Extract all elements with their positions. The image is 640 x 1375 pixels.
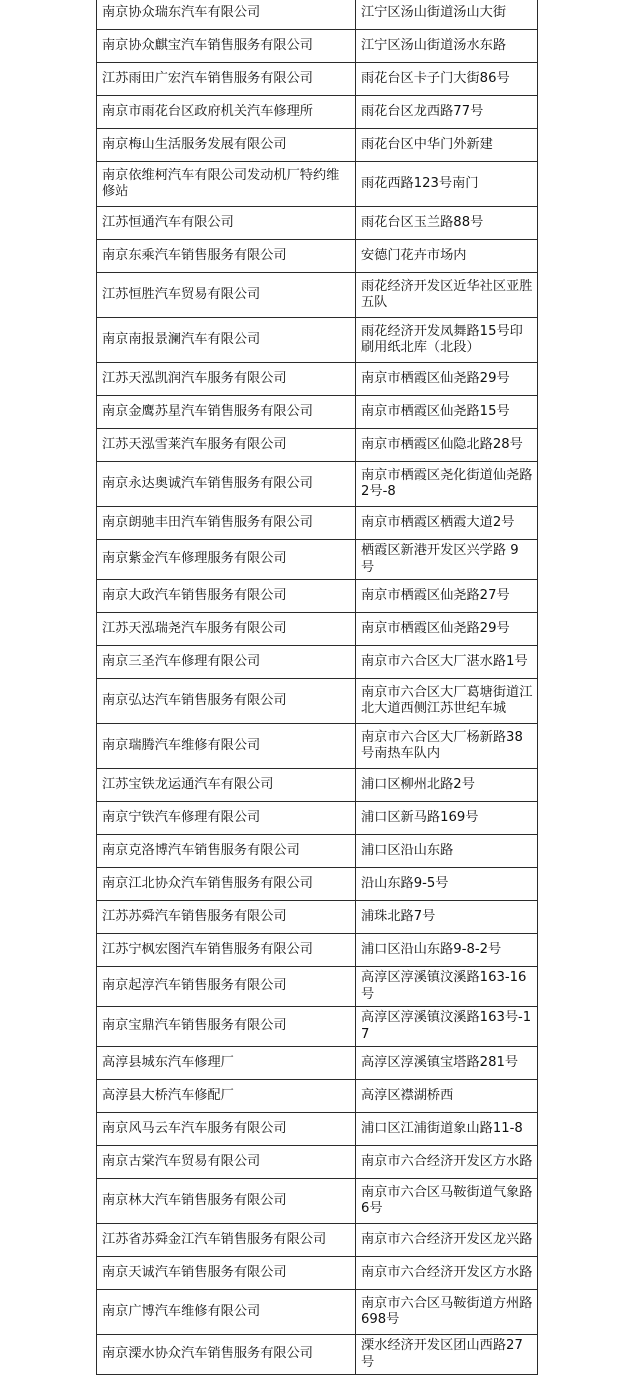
company-name-cell: 南京风马云车汽车服务有限公司 [97,1113,356,1146]
address-cell: 江宁区汤山街道汤水东路 [356,30,538,63]
table-row [97,507,538,540]
table-row [97,868,538,901]
address-cell: 南京市六合区大厂湛水路1号 [356,646,538,679]
table-row [97,363,538,396]
table-row [97,1146,538,1179]
address-cell: 南京市六合区马鞍街道方州路698号 [356,1290,538,1335]
address-cell: 雨花经济开发凤舞路15号印刷用纸北库（北段） [356,318,538,363]
table-row [97,724,538,769]
table-row [97,802,538,835]
address-cell: 雨花台区中华门外新建 [356,129,538,162]
address-cell: 栖霞区新港开发区兴学路 9 号 [356,540,538,580]
company-name-cell: 南京江北协众汽车销售服务有限公司 [97,868,356,901]
table-row [97,1007,538,1047]
address-cell: 雨花台区龙西路77号 [356,96,538,129]
table-row [97,1047,538,1080]
address-cell: 南京市六合区大厂葛塘街道江北大道西侧江苏世纪车城 [356,679,538,724]
company-name-cell: 江苏恒胜汽车贸易有限公司 [97,273,356,318]
address-cell: 高淳区淳溪镇汶溪路163号-17 [356,1007,538,1047]
address-cell: 浦口区江浦街道象山路11-8 [356,1113,538,1146]
address-cell: 南京市六合区大厂杨新路38号南热车队内 [356,724,538,769]
table-row [97,580,538,613]
table-row [97,0,538,30]
address-cell: 雨花西路123号南门 [356,162,538,207]
table-row [97,540,538,580]
company-name-cell: 南京金鹰苏星汽车销售服务有限公司 [97,396,356,429]
company-address-table [96,0,538,1375]
company-name-cell: 南京溧水协众汽车销售服务有限公司 [97,1335,356,1375]
company-name-cell: 南京起淳汽车销售服务有限公司 [97,967,356,1007]
company-name-cell: 江苏天泓凯润汽车服务有限公司 [97,363,356,396]
table-row [97,63,538,96]
company-name-cell: 南京弘达汽车销售服务有限公司 [97,679,356,724]
table-row [97,679,538,724]
table-row [97,207,538,240]
company-name-cell: 江苏宝铁龙运通汽车有限公司 [97,769,356,802]
address-cell: 南京市六合经济开发区方水路 [356,1146,538,1179]
company-name-cell: 江苏苏舜汽车销售服务有限公司 [97,901,356,934]
table-row [97,1290,538,1335]
table-row [97,934,538,967]
table-row [97,318,538,363]
company-name-cell: 江苏天泓瑞尧汽车服务有限公司 [97,613,356,646]
table-row [97,1113,538,1146]
table-row [97,769,538,802]
table-row [97,462,538,507]
table-row [97,646,538,679]
table-row [97,901,538,934]
company-name-cell: 高淳县大桥汽车修配厂 [97,1080,356,1113]
address-cell: 雨花台区卡子门大街86号 [356,63,538,96]
table-body [97,0,538,1375]
company-name-cell: 南京宝鼎汽车销售服务有限公司 [97,1007,356,1047]
table-row [97,129,538,162]
company-name-cell: 南京广博汽车维修有限公司 [97,1290,356,1335]
company-name-cell: 南京紫金汽车修理服务有限公司 [97,540,356,580]
company-name-cell: 江苏宁枫宏图汽车销售服务有限公司 [97,934,356,967]
table-row [97,162,538,207]
company-name-cell: 高淳县城东汽车修理厂 [97,1047,356,1080]
table-row [97,96,538,129]
company-name-cell: 南京依维柯汽车有限公司发动机厂特约维修站 [97,162,356,207]
table-row [97,1224,538,1257]
table-row [97,429,538,462]
address-cell: 浦口区沿山东路9-8-2号 [356,934,538,967]
company-name-cell: 南京瑞腾汽车维修有限公司 [97,724,356,769]
address-cell: 高淳区淳溪镇汶溪路163-16号 [356,967,538,1007]
table-container [96,0,537,1375]
address-cell: 南京市栖霞区仙尧路29号 [356,363,538,396]
company-name-cell: 南京三圣汽车修理有限公司 [97,646,356,679]
table-row [97,967,538,1007]
address-cell: 浦珠北路7号 [356,901,538,934]
address-cell: 安德门花卉市场内 [356,240,538,273]
company-name-cell: 南京克洛博汽车销售服务有限公司 [97,835,356,868]
company-name-cell: 江苏雨田广宏汽车销售服务有限公司 [97,63,356,96]
address-cell: 雨花经济开发区近华社区亚胜五队 [356,273,538,318]
address-cell: 沿山东路9-5号 [356,868,538,901]
address-cell: 南京市六合经济开发区方水路 [356,1257,538,1290]
address-cell: 雨花台区玉兰路88号 [356,207,538,240]
address-cell: 溧水经济开发区团山西路27号 [356,1335,538,1375]
company-name-cell: 南京永达奥诚汽车销售服务有限公司 [97,462,356,507]
company-name-cell: 南京协众麒宝汽车销售服务有限公司 [97,30,356,63]
table-row [97,613,538,646]
table-row [97,273,538,318]
address-cell: 高淳区淳溪镇宝塔路281号 [356,1047,538,1080]
table-row [97,1080,538,1113]
company-name-cell: 南京南报景澜汽车有限公司 [97,318,356,363]
table-row [97,1257,538,1290]
address-cell: 高淳区襟湖桥西 [356,1080,538,1113]
table-row [97,1179,538,1224]
company-name-cell: 南京大政汽车销售服务有限公司 [97,580,356,613]
address-cell: 浦口区新马路169号 [356,802,538,835]
address-cell: 南京市栖霞区仙隐北路28号 [356,429,538,462]
company-name-cell: 江苏省苏舜金江汽车销售服务有限公司 [97,1224,356,1257]
address-cell: 浦口区沿山东路 [356,835,538,868]
company-name-cell: 江苏天泓雪莱汽车服务有限公司 [97,429,356,462]
address-cell: 南京市栖霞区仙尧路15号 [356,396,538,429]
address-cell: 南京市六合经济开发区龙兴路 [356,1224,538,1257]
address-cell: 南京市栖霞区仙尧路27号 [356,580,538,613]
table-row [97,835,538,868]
company-name-cell: 南京朗驰丰田汽车销售服务有限公司 [97,507,356,540]
company-name-cell: 南京东乘汽车销售服务有限公司 [97,240,356,273]
address-cell: 南京市栖霞区仙尧路29号 [356,613,538,646]
company-name-cell: 南京宁铁汽车修理有限公司 [97,802,356,835]
address-cell: 南京市栖霞区尧化街道仙尧路2号-8 [356,462,538,507]
table-row [97,30,538,63]
table-row [97,396,538,429]
table-row [97,1335,538,1375]
company-name-cell: 南京梅山生活服务发展有限公司 [97,129,356,162]
company-name-cell: 南京协众瑞东汽车有限公司 [97,0,356,30]
company-name-cell: 南京市雨花台区政府机关汽车修理所 [97,96,356,129]
address-cell: 浦口区柳州北路2号 [356,769,538,802]
company-name-cell: 南京天诚汽车销售服务有限公司 [97,1257,356,1290]
address-cell: 江宁区汤山街道汤山大街 [356,0,538,30]
table-row [97,240,538,273]
company-name-cell: 江苏恒通汽车有限公司 [97,207,356,240]
company-name-cell: 南京林大汽车销售服务有限公司 [97,1179,356,1224]
company-name-cell: 南京古棠汽车贸易有限公司 [97,1146,356,1179]
address-cell: 南京市六合区马鞍街道气象路6号 [356,1179,538,1224]
address-cell: 南京市栖霞区栖霞大道2号 [356,507,538,540]
